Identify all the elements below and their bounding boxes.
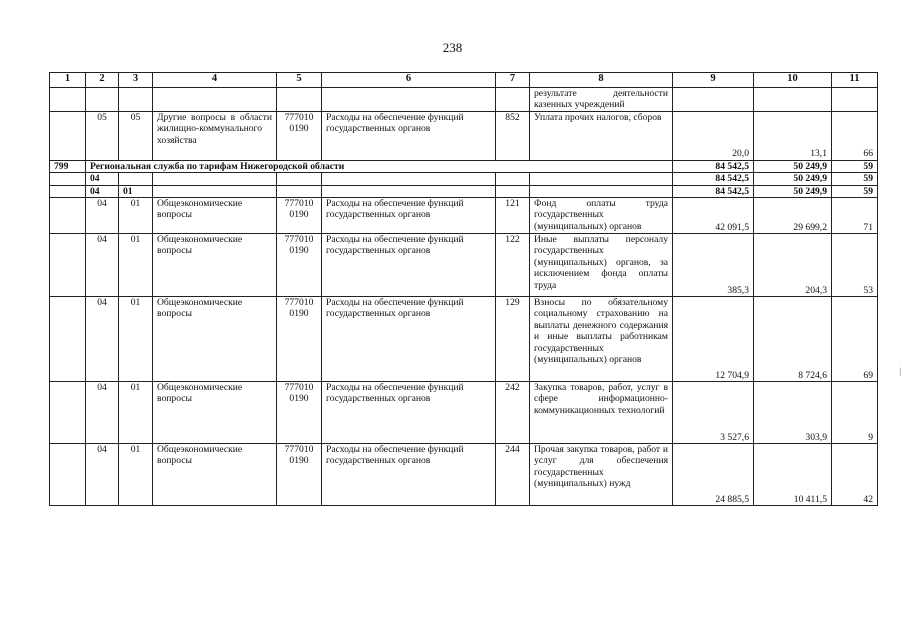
cell [754, 88, 832, 112]
cell: Расходы на обеспечение функций государственных органов [322, 111, 496, 160]
cell: 01 [119, 198, 153, 234]
table-row [50, 234, 878, 297]
cell: Общеэкономические вопросы [153, 382, 277, 444]
cell [496, 185, 530, 197]
cell [86, 88, 119, 112]
cell: Взносы по обязательному социальному страхованию на выплаты денежного содержания и иные выплаты работникам государственных (муниципальных) органов [530, 297, 673, 382]
cell: 42 091,5 [673, 198, 754, 234]
cell: 24 885,5 [673, 444, 754, 506]
cell: 59 [832, 160, 878, 172]
cell: 01 [119, 234, 153, 297]
cell: 129 [496, 297, 530, 382]
header-row [50, 73, 878, 88]
cell [496, 88, 530, 112]
cell: Общеэкономические вопросы [153, 198, 277, 234]
cell: 10 411,5 [754, 444, 832, 506]
cell [322, 88, 496, 112]
cell [50, 198, 86, 234]
cell: Общеэкономические вопросы [153, 234, 277, 297]
header-cell: 6 [322, 73, 496, 88]
cell: Прочая закупка товаров, работ и услуг для обеспечения государственных (муниципальных) нужд [530, 444, 673, 506]
cell: результате деятельности казенных учреждений [530, 88, 673, 112]
cell: 121 [496, 198, 530, 234]
cell: 50 249,9 [754, 160, 832, 172]
cell [50, 234, 86, 297]
cell: 05 [86, 111, 119, 160]
agency-row [50, 160, 878, 172]
cell: 242 [496, 382, 530, 444]
cell: 04 [86, 297, 119, 382]
page-number: 238 [442, 40, 463, 55]
cell [50, 88, 86, 112]
cell [50, 444, 86, 506]
cell: 04 [86, 198, 119, 234]
budget-table [49, 72, 878, 506]
cell: 385,3 [673, 234, 754, 297]
cell: 84 542,5 [673, 173, 754, 185]
header-cell: 1 [50, 73, 86, 88]
cell [50, 173, 86, 185]
cell: 20,0 [673, 111, 754, 160]
cell: 05 [119, 111, 153, 160]
header-cell: 4 [153, 73, 277, 88]
cell [322, 185, 496, 197]
cell: 04 [86, 185, 119, 197]
cell: 04 [86, 444, 119, 506]
cell: Расходы на обеспечение функций государственных органов [322, 198, 496, 234]
cell: 777010 0190 [277, 297, 322, 382]
edge-mark: | [899, 366, 901, 376]
cell: 50 249,9 [754, 185, 832, 197]
cell: 84 542,5 [673, 160, 754, 172]
cell: 04 [86, 234, 119, 297]
cell [530, 185, 673, 197]
cell: 204,3 [754, 234, 832, 297]
cell: 852 [496, 111, 530, 160]
header-cell: 5 [277, 73, 322, 88]
cell: 777010 0190 [277, 444, 322, 506]
table-row [50, 173, 878, 185]
cell: 53 [832, 234, 878, 297]
cell: 59 [832, 185, 878, 197]
cell: 01 [119, 444, 153, 506]
cell [530, 173, 673, 185]
cell: 303,9 [754, 382, 832, 444]
header-cell: 7 [496, 73, 530, 88]
cell: 84 542,5 [673, 185, 754, 197]
cell: 777010 0190 [277, 234, 322, 297]
cell [277, 173, 322, 185]
cell [277, 185, 322, 197]
header-cell: 2 [86, 73, 119, 88]
header-cell: 10 [754, 73, 832, 88]
cell: 42 [832, 444, 878, 506]
cell [322, 173, 496, 185]
cell [119, 173, 153, 185]
cell: 9 [832, 382, 878, 444]
header-cell: 9 [673, 73, 754, 88]
cell: 01 [119, 297, 153, 382]
cell: Уплата прочих налогов, сборов [530, 111, 673, 160]
table-row [50, 444, 878, 506]
table-row [50, 382, 878, 444]
cell [119, 88, 153, 112]
cell: 29 699,2 [754, 198, 832, 234]
header-cell: 3 [119, 73, 153, 88]
cell [50, 297, 86, 382]
cell: 01 [119, 382, 153, 444]
cell: 244 [496, 444, 530, 506]
cell [277, 88, 322, 112]
cell: 777010 0190 [277, 198, 322, 234]
cell: 50 249,9 [754, 173, 832, 185]
header-cell: 8 [530, 73, 673, 88]
cell: 12 704,9 [673, 297, 754, 382]
cell: Расходы на обеспечение функций государственных органов [322, 444, 496, 506]
cell: 122 [496, 234, 530, 297]
cell: 777010 0190 [277, 382, 322, 444]
cell [50, 185, 86, 197]
table-row [50, 297, 878, 382]
table-row [50, 111, 878, 160]
cell: Общеэкономические вопросы [153, 444, 277, 506]
cell: Иные выплаты персоналу государственных (муниципальных) органов, за исключением фонда оплаты труда [530, 234, 673, 297]
cell [673, 88, 754, 112]
table-row [50, 185, 878, 197]
cell [50, 382, 86, 444]
cell: Общеэкономические вопросы [153, 297, 277, 382]
cell: 04 [86, 173, 119, 185]
cell [153, 88, 277, 112]
table-row [50, 88, 878, 112]
cell: 69 [832, 297, 878, 382]
cell: 3 527,6 [673, 382, 754, 444]
cell [496, 173, 530, 185]
cell: Закупка товаров, работ, услуг в сфере информационно-коммуникационных технологий [530, 382, 673, 444]
cell [153, 185, 277, 197]
cell: Фонд оплаты труда государственных (муниципальных) органов [530, 198, 673, 234]
agency-title: Региональная служба по тарифам Нижегородской области [86, 160, 673, 172]
cell [153, 173, 277, 185]
cell: 13,1 [754, 111, 832, 160]
cell: 71 [832, 198, 878, 234]
cell: 59 [832, 173, 878, 185]
cell: Расходы на обеспечение функций государственных органов [322, 234, 496, 297]
cell: Расходы на обеспечение функций государственных органов [322, 382, 496, 444]
cell: 8 724,6 [754, 297, 832, 382]
cell: Другие вопросы в области жилищно-коммунального хозяйства [153, 111, 277, 160]
table-row [50, 198, 878, 234]
header-cell: 11 [832, 73, 878, 88]
cell: Расходы на обеспечение функций государственных органов [322, 297, 496, 382]
cell [832, 88, 878, 112]
cell: 01 [119, 185, 153, 197]
cell: 777010 0190 [277, 111, 322, 160]
cell: 799 [50, 160, 86, 172]
cell [50, 111, 86, 160]
cell: 04 [86, 382, 119, 444]
cell: 66 [832, 111, 878, 160]
